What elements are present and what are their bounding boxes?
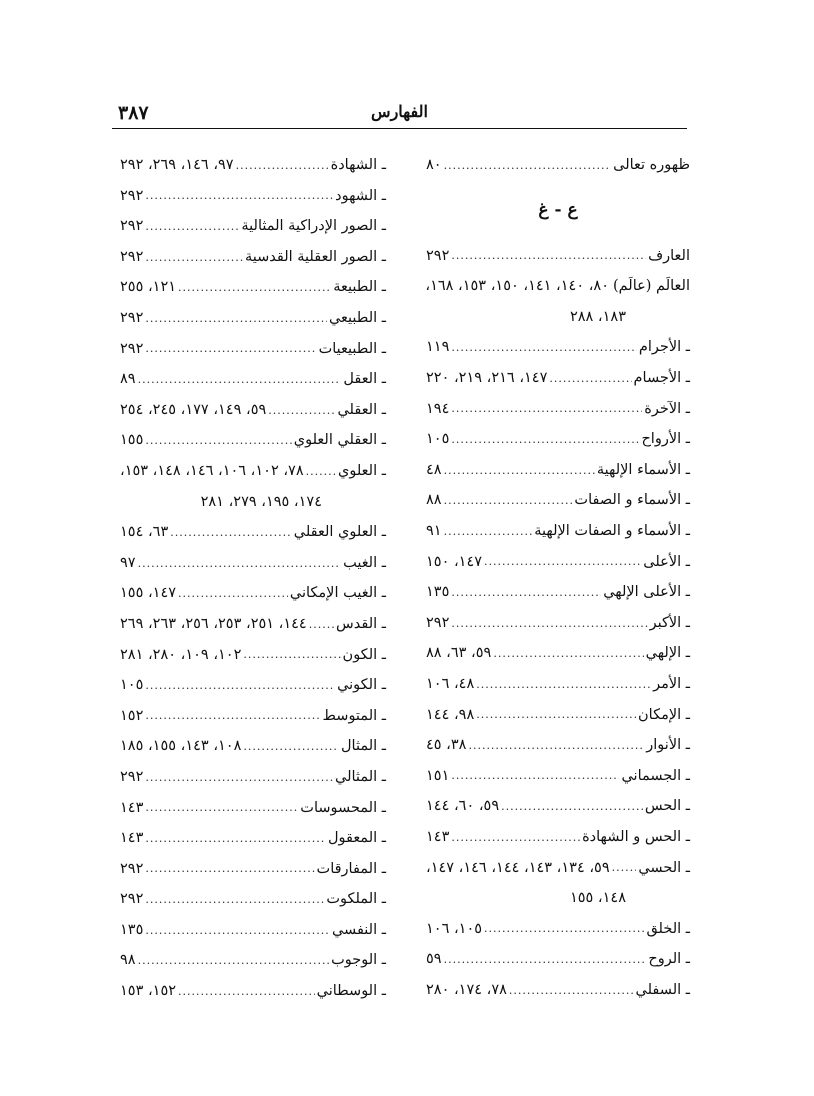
index-pages: ١٤٣ xyxy=(426,828,450,845)
index-entry xyxy=(120,609,386,640)
index-term: ـ الصور الإدراكية المثالية xyxy=(241,218,386,235)
index-pages: ٥٩، ١٣٤، ١٤٣، ١٤٤، ١٤٦، ١٤٧، xyxy=(426,859,610,876)
index-term: ـ الأسماء و الصفات الإلهية xyxy=(534,522,690,539)
index-term: ـ الأمر xyxy=(653,675,690,692)
index-entry xyxy=(426,394,690,425)
dot-leader xyxy=(476,709,636,720)
dot-leader xyxy=(178,282,331,293)
dot-leader xyxy=(444,526,533,537)
index-pages: ١٤٧، ١٥٠ xyxy=(426,553,483,570)
dot-leader xyxy=(243,649,340,660)
index-term: ـ القدس xyxy=(336,615,386,632)
index-pages: ٢٩٢ xyxy=(120,218,144,235)
dot-leader xyxy=(309,619,334,630)
index-entry xyxy=(120,364,386,395)
index-pages: ٩٧، ١٤٦، ٢٦٩، ٢٩٢ xyxy=(120,157,234,174)
index-column-right xyxy=(426,150,690,1005)
dot-leader xyxy=(509,985,634,996)
index-term: ـ الحسي xyxy=(638,859,690,876)
index-pages: ٢٩٢ xyxy=(120,340,144,357)
dot-leader xyxy=(243,741,339,752)
index-entry xyxy=(426,914,690,945)
index-term: ـ الخلق xyxy=(646,920,690,937)
index-entry xyxy=(120,517,386,548)
dot-leader xyxy=(451,832,580,843)
index-entry-continuation xyxy=(426,883,690,914)
dot-leader xyxy=(306,466,336,477)
dot-leader xyxy=(145,925,330,936)
index-term: ـ الأرواح xyxy=(641,431,690,448)
dot-leader xyxy=(444,954,647,965)
dot-leader xyxy=(451,250,646,261)
index-entry xyxy=(120,303,386,334)
index-pages-continued: ١٨٣، ٢٨٨ xyxy=(569,308,626,325)
index-pages: ١٣٥ xyxy=(426,584,450,601)
dot-leader xyxy=(444,160,612,171)
index-pages: ١٥٢ xyxy=(120,707,144,724)
dot-leader xyxy=(145,802,298,813)
index-entry xyxy=(426,822,690,853)
index-pages: ٧٨، ١٠٢، ١٠٦، ١٤٦، ١٤٨، ١٥٣، xyxy=(120,462,304,479)
index-entry xyxy=(426,516,690,547)
index-term: ـ المتوسط xyxy=(322,707,386,724)
index-term: ـ الطبيعة xyxy=(333,279,386,296)
index-pages: ٨٩ xyxy=(120,371,136,388)
index-entry xyxy=(120,792,386,823)
index-pages: ٢٩٢ xyxy=(120,891,144,908)
dot-leader xyxy=(145,710,320,721)
index-term: ـ المعقول xyxy=(327,830,386,847)
index-term: ـ الآخرة xyxy=(644,400,690,417)
index-pages: ٢٩٢ xyxy=(120,187,144,204)
index-term: ـ الإلهي xyxy=(645,645,690,662)
index-term: ـ الكوني xyxy=(337,677,386,694)
dot-leader xyxy=(549,373,631,384)
index-term: ـ الأنوار xyxy=(646,737,690,754)
dot-leader xyxy=(451,434,639,445)
index-entry xyxy=(120,915,386,946)
index-pages: ١٣٥ xyxy=(120,921,144,938)
index-pages: ١٠٥، ١٠٦ xyxy=(426,920,483,937)
index-pages: ١٤٤، ٢٥١، ٢٥٣، ٢٥٦، ٢٦٣، ٢٦٩ xyxy=(120,615,307,632)
index-pages: ٩٧ xyxy=(120,554,136,571)
index-pages: ١٠٨، ١٤٣، ١٥٥، ١٨٥ xyxy=(120,738,242,755)
index-term: ـ الوسطاني xyxy=(316,983,386,1000)
dot-leader xyxy=(138,558,342,569)
index-column-left xyxy=(120,150,386,1007)
index-term: ـ العلوي xyxy=(338,462,386,479)
dot-leader xyxy=(501,801,643,812)
page-title: الفهارس xyxy=(371,102,428,121)
index-pages: ٤٨، ١٠٦ xyxy=(426,675,475,692)
index-term: ـ النفسي xyxy=(331,921,386,938)
index-pages-continued: ١٧٤، ١٩٥، ٢٧٩، ٢٨١ xyxy=(200,493,322,510)
dot-leader xyxy=(476,679,651,690)
index-pages: ١٥٢، ١٥٣ xyxy=(120,983,177,1000)
index-term: ـ الغيب xyxy=(343,554,386,571)
index-entry xyxy=(426,730,690,761)
index-term: ـ الحس xyxy=(644,798,690,815)
index-entry xyxy=(120,150,386,181)
index-entry xyxy=(120,272,386,303)
index-entry xyxy=(426,332,690,363)
index-entry xyxy=(120,976,386,1007)
index-pages: ٢٩٢ xyxy=(120,248,144,265)
index-term: ـ الوجوب xyxy=(331,952,386,969)
index-entry xyxy=(426,424,690,455)
dot-leader xyxy=(145,435,291,446)
index-pages: ٣٨، ٤٥ xyxy=(426,737,467,754)
index-term: ـ الملكوت xyxy=(326,891,386,908)
index-pages: ٥٩، ٦٣، ٨٨ xyxy=(426,645,492,662)
section-heading: ع - غ xyxy=(538,200,578,221)
dot-leader xyxy=(178,986,315,997)
index-term: ـ العقلي xyxy=(337,401,386,418)
dot-leader xyxy=(145,221,239,232)
index-entry xyxy=(120,854,386,885)
index-pages: ٤٨ xyxy=(426,461,442,478)
dot-leader xyxy=(138,955,330,966)
dot-leader xyxy=(484,923,644,934)
index-term: ـ الشهود xyxy=(335,187,386,204)
index-pages: ١٥١ xyxy=(426,767,450,784)
index-entry xyxy=(426,638,690,669)
index-term: ـ المثال xyxy=(340,738,386,755)
dot-leader xyxy=(138,374,342,385)
header-rule xyxy=(112,128,687,129)
index-term: ـ السفلي xyxy=(635,981,690,998)
index-entry xyxy=(120,211,386,242)
dot-leader xyxy=(612,862,637,873)
index-term: ـ الأجسام xyxy=(633,370,690,387)
dot-leader xyxy=(236,160,329,171)
dot-leader xyxy=(451,618,647,629)
index-entry xyxy=(120,334,386,365)
index-pages: ١٢١، ٢٥٥ xyxy=(120,279,177,296)
dot-leader xyxy=(268,405,335,416)
index-pages: ١٩٤ xyxy=(426,400,450,417)
index-pages: ٢٩٢ xyxy=(120,768,144,785)
index-term: ـ الأسماء و الصفات xyxy=(574,492,690,509)
index-pages: ٢٩٢ xyxy=(120,310,144,327)
index-term: ـ العقلي العلوي xyxy=(293,432,386,449)
index-pages: ٧٨، ١٧٤، ٢٨٠ xyxy=(426,981,507,998)
index-pages: ٩٨ xyxy=(120,952,136,969)
index-entry xyxy=(426,608,690,639)
index-entry xyxy=(426,485,690,516)
index-entry xyxy=(426,700,690,731)
dot-leader xyxy=(493,648,643,659)
index-entry xyxy=(120,701,386,732)
index-entry xyxy=(426,577,690,608)
index-pages: ٩١ xyxy=(426,522,442,539)
dot-leader xyxy=(484,556,641,567)
index-pages: ٢٩٢ xyxy=(426,614,450,631)
index-term: ـ الغيب الإمكاني xyxy=(289,585,386,602)
index-entry xyxy=(426,547,690,578)
index-entry xyxy=(120,578,386,609)
dot-leader xyxy=(451,587,601,598)
dot-leader xyxy=(444,465,595,476)
index-pages: ٩٨، ١٤٤ xyxy=(426,706,475,723)
index-entry xyxy=(426,791,690,822)
dot-leader xyxy=(145,313,327,324)
index-term: ـ الطبيعيات xyxy=(318,340,386,357)
index-pages: ١٠٥ xyxy=(120,677,144,694)
dot-leader xyxy=(444,495,573,506)
index-entry xyxy=(120,884,386,915)
index-entry xyxy=(120,670,386,701)
dot-leader xyxy=(145,863,314,874)
index-entry xyxy=(426,761,690,792)
index-pages: ٢٩٢ xyxy=(426,247,450,264)
index-entry xyxy=(120,762,386,793)
index-entry xyxy=(120,731,386,762)
index-pages: ١٤٧، ٢١٦، ٢١٩، ٢٢٠ xyxy=(426,370,548,387)
index-entry xyxy=(426,241,690,272)
index-pages: ١٥٥ xyxy=(120,432,144,449)
dot-leader xyxy=(145,190,333,201)
index-entry xyxy=(426,975,690,1006)
index-pages: ٨٨ xyxy=(426,492,442,509)
dot-leader xyxy=(170,527,292,538)
index-term: العالَم (عالَم) xyxy=(613,278,690,295)
index-term: ظهوره تعالى xyxy=(613,157,690,174)
dot-leader xyxy=(468,740,644,751)
index-term: ـ الطبيعي xyxy=(328,310,386,327)
index-entry xyxy=(120,425,386,456)
index-pages: ٨٠، ١٤٠، ١٤١، ١٥٠، ١٥٣، ١٦٨، xyxy=(425,278,609,295)
index-term: ـ الأعلى xyxy=(643,553,690,570)
index-term: ـ المحسوسات xyxy=(300,799,386,816)
dot-leader xyxy=(145,252,243,263)
index-entry-continuation xyxy=(426,302,690,333)
index-entry xyxy=(120,395,386,426)
index-term: ـ الحس و الشهادة xyxy=(582,828,690,845)
index-term: ـ المفارقات xyxy=(316,860,386,877)
index-entry xyxy=(120,456,386,487)
index-term: ـ المثالي xyxy=(335,768,386,785)
dot-leader xyxy=(451,770,619,781)
dot-leader xyxy=(451,403,642,414)
index-entry xyxy=(120,640,386,671)
index-pages: ٥٩ xyxy=(426,951,442,968)
index-term: ـ الأسماء الإلهية xyxy=(596,461,690,478)
dot-leader xyxy=(145,894,324,905)
index-entry xyxy=(120,548,386,579)
dot-leader xyxy=(145,772,333,783)
index-pages: ١٤٣ xyxy=(120,799,144,816)
dot-leader xyxy=(145,343,316,354)
page-number: ٣٨٧ xyxy=(118,102,149,124)
index-term: ـ الصور العقلية القدسية xyxy=(244,248,386,265)
index-entry xyxy=(426,852,690,883)
index-entry xyxy=(426,150,690,181)
index-pages: ١٠٥ xyxy=(426,431,450,448)
index-entry xyxy=(426,669,690,700)
index-term: ـ الجسماني xyxy=(621,767,690,784)
index-pages: ١٤٧، ١٥٥ xyxy=(120,585,177,602)
index-pages: ٥٩، ٦٠، ١٤٤ xyxy=(426,798,500,815)
index-pages-continued: ١٤٨، ١٥٥ xyxy=(569,890,626,907)
dot-leader xyxy=(145,833,326,844)
index-pages: ١١٩ xyxy=(426,339,450,356)
index-entry-continuation xyxy=(120,487,386,518)
index-pages: ٥٩، ١٤٩، ١٧٧، ٢٤٥، ٢٥٤ xyxy=(120,401,267,418)
index-entry xyxy=(426,944,690,975)
index-term: ـ الأكبر xyxy=(649,614,690,631)
index-term: ـ العقل xyxy=(343,371,386,388)
index-entry xyxy=(426,363,690,394)
index-pages: ٢٩٢ xyxy=(120,860,144,877)
index-term: ـ الإمكان xyxy=(638,706,690,723)
index-term: ـ العلوي العقلي xyxy=(293,524,386,541)
index-term: العارف xyxy=(648,247,690,264)
dot-leader xyxy=(178,588,288,599)
index-term: ـ الأجرام xyxy=(638,339,690,356)
index-entry xyxy=(120,242,386,273)
page-header xyxy=(112,100,687,130)
dot-leader xyxy=(451,342,636,353)
dot-leader xyxy=(145,680,335,691)
index-term: ـ الكون xyxy=(342,646,386,663)
index-entry xyxy=(120,945,386,976)
index-pages: ١٠٢، ١٠٩، ٢٨٠، ٢٨١ xyxy=(120,646,242,663)
index-entry xyxy=(426,455,690,486)
index-term: ـ الأعلى الإلهي xyxy=(603,584,690,601)
index-pages: ١٤٣ xyxy=(120,830,144,847)
index-pages: ٨٠ xyxy=(426,157,442,174)
index-term: ـ الشهادة xyxy=(330,157,386,174)
index-term: ـ الروح xyxy=(648,951,690,968)
index-pages: ٦٣، ١٥٤ xyxy=(120,524,169,541)
index-entry xyxy=(120,181,386,212)
index-entry xyxy=(120,823,386,854)
index-entry xyxy=(426,271,690,302)
